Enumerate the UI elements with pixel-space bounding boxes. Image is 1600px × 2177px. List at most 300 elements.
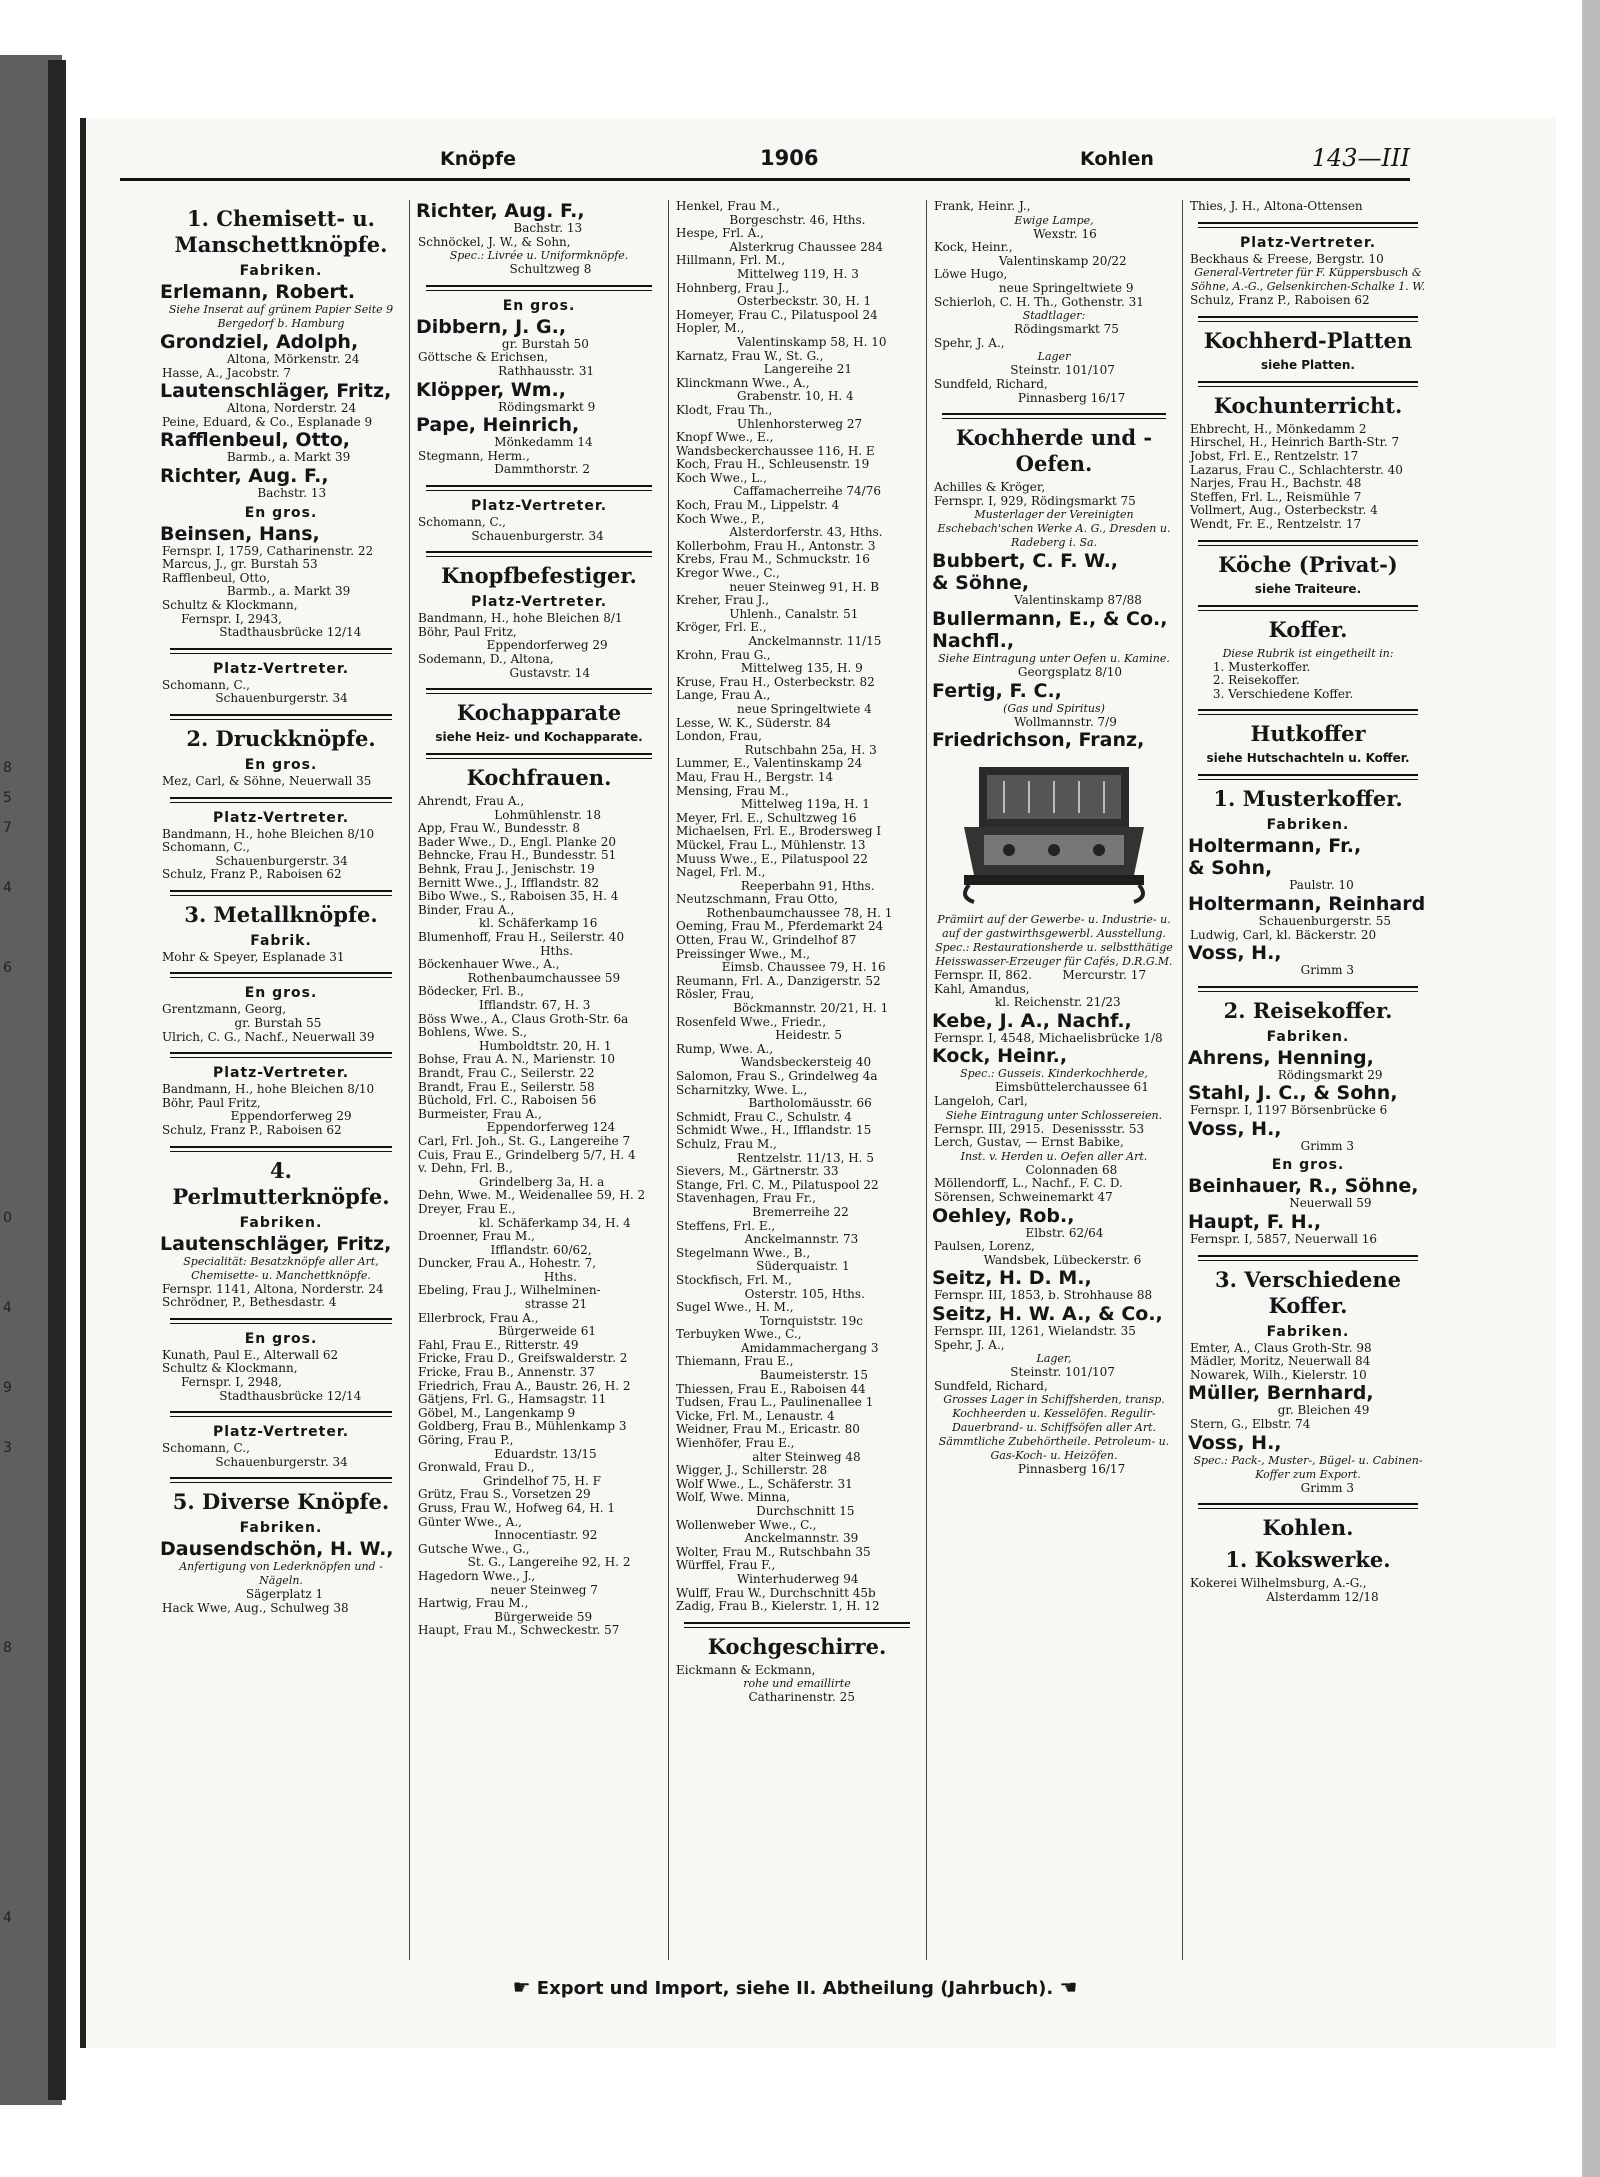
section-divider [170, 1318, 392, 1324]
directory-entry: Sundfeld, Richard, [934, 1378, 1048, 1393]
subsection-heading: Platz-Vertreter. [212, 1065, 350, 1082]
directory-entry: Wandsbek, Lübeckerstr. 6 [934, 1252, 1142, 1267]
subsection-heading: Platz-Vertreter. [212, 809, 350, 826]
directory-entry: Wollenweber Wwe., C., [676, 1517, 817, 1532]
section-divider [170, 972, 392, 978]
directory-entry: Dreyer, Frau E., [418, 1201, 516, 1216]
directory-entry: Wexstr. 16 [934, 226, 1097, 241]
directory-entry: Bandmann, H., hohe Bleichen 8/10 [162, 826, 375, 841]
directory-entry: Koch, Frau M., Lippelstr. 4 [676, 498, 840, 513]
directory-entry: Böss Wwe., A., Claus Groth-Str. 6a [418, 1011, 629, 1026]
directory-entry: Zadig, Frau B., Kielerstr. 1, H. 12 [676, 1599, 880, 1614]
category-heading: 4. Perlmutterknöpfe. [172, 1157, 390, 1209]
directory-entry: Georgsplatz 8/10 [934, 664, 1122, 679]
section-divider [1198, 774, 1418, 780]
category-heading: Kochapparate [456, 700, 622, 726]
directory-entry: Grindelhof 75, H. F [418, 1473, 601, 1488]
directory-entry: Winterhuderweg 94 [676, 1571, 859, 1586]
directory-entry: Stadthausbrücke 12/14 [162, 625, 362, 640]
margin-mark: 8 [3, 1640, 12, 1656]
firm-name: Bubbert, C. F. W., [932, 550, 1119, 573]
directory-entry: Rutschbahn 25a, H. 3 [676, 742, 877, 757]
directory-entry: Wandsbeckerchaussee 116, H. E [676, 443, 875, 458]
directory-entry: Dehn, Wwe. M., Weidenallee 59, H. 2 [418, 1188, 646, 1203]
subsection-heading: Platz-Vertreter. [212, 1424, 350, 1441]
directory-entry: Droenner, Frau M., [418, 1229, 535, 1244]
category-heading: Hutkoffer [1250, 721, 1366, 747]
directory-entry: Alsterdorferstr. 43, Hths. [676, 525, 883, 540]
directory-entry: Anckelmannstr. 39 [676, 1531, 859, 1546]
directory-entry: Bohlens, Wwe. S., [418, 1025, 527, 1040]
directory-entry: Sievers, M., Gärtnerstr. 33 [676, 1164, 839, 1179]
directory-entry: Schomann, C., [162, 1441, 250, 1456]
entry-note: Ewige Lampe, [1014, 213, 1094, 227]
directory-entry: Grimm 3 [1190, 1480, 1354, 1495]
directory-entry: Pinnasberg 16/17 [934, 1462, 1126, 1477]
directory-entry: Schmidt, Frau C., Schulstr. 4 [676, 1109, 852, 1124]
directory-entry: Hasse, A., Jacobstr. 7 [162, 365, 292, 380]
directory-entry: Bohse, Frau A. N., Marienstr. 10 [418, 1052, 616, 1067]
directory-entry: Rosenfeld Wwe., Friedr., [676, 1014, 827, 1029]
directory-entry: Bandmann, H., hohe Bleichen 8/10 [162, 1082, 375, 1097]
directory-entry: Wigger, J., Schillerstr. 28 [676, 1463, 828, 1478]
directory-entry: Preissinger Wwe., M., [676, 946, 811, 961]
section-divider [170, 648, 392, 654]
directory-entry: Neutzschmann, Frau Otto, [676, 892, 838, 907]
directory-entry: Eickmann & Eckmann, [676, 1662, 816, 1677]
section-divider [426, 285, 652, 291]
directory-entry: Wolf, Wwe. Minna, [676, 1490, 791, 1505]
directory-entry: Wandsbeckersteig 40 [676, 1055, 872, 1070]
directory-entry: Tornquiststr. 19c [676, 1313, 863, 1328]
directory-entry: Wollmannstr. 7/9 [934, 714, 1117, 729]
category-heading: Kochherde und -Oefen. [955, 425, 1153, 477]
cross-reference: siehe Traiteure. [1254, 581, 1362, 596]
directory-entry: Fernspr. I, 1759, Catharinenstr. 22 [162, 543, 374, 558]
directory-entry: Steinstr. 101/107 [934, 363, 1115, 378]
directory-entry: Schomann, C., [162, 677, 250, 692]
directory-entry: Göring, Frau P., [418, 1433, 514, 1447]
directory-entry: Fernspr. I, 5857, Neuerwall 16 [1190, 1232, 1378, 1247]
category-heading: 1. Kokswerke. [1225, 1547, 1391, 1573]
directory-entry: Thiemann, Frau E., [676, 1354, 794, 1369]
directory-entry: Grentzmann, Georg, [162, 1002, 287, 1017]
directory-entry: Oeming, Frau M., Pferdemarkt 24 [676, 919, 884, 934]
directory-entry: Homeyer, Frau C., Pilatuspool 24 [676, 307, 878, 322]
section-divider [426, 688, 652, 694]
subsection-heading: En gros. [1271, 1157, 1345, 1174]
section-divider [1198, 540, 1418, 546]
directory-entry: Osterstr. 105, Hths. [676, 1286, 865, 1301]
directory-entry: kl. Schäferkamp 34, H. 4 [418, 1215, 631, 1230]
directory-entry: St. G., Langereihe 92, H. 2 [418, 1555, 631, 1570]
directory-entry: Eduardstr. 13/15 [418, 1446, 597, 1461]
directory-entry: Hohnberg, Frau J., [676, 280, 790, 295]
directory-entry: Rafflenbeul, Otto, [162, 570, 271, 585]
directory-entry: Fernspr. 1141, Altona, Norderstr. 24 [162, 1281, 384, 1296]
directory-entry: Lange, Frau A., [676, 688, 771, 703]
directory-entry: neuer Steinweg 7 [418, 1582, 598, 1597]
directory-entry: Mez, Carl, & Söhne, Neuerwall 35 [162, 773, 372, 788]
section-divider [426, 753, 652, 759]
directory-entry: Weidner, Frau M., Ericastr. 80 [676, 1422, 860, 1437]
subsection-heading: Platz-Vertreter. [1239, 234, 1377, 251]
subsection-heading: Fabriken. [239, 1520, 323, 1537]
directory-entry: Bernitt Wwe., J., Ifflandstr. 82 [418, 875, 600, 890]
directory-entry: Mau, Frau H., Bergstr. 14 [676, 769, 834, 784]
directory-entry: Gutsche Wwe., G., [418, 1541, 530, 1556]
directory-entry: Rödingsmarkt 9 [418, 399, 596, 414]
directory-entry: Karnatz, Frau W., St. G., [676, 348, 824, 363]
directory-entry: Schauenburgerstr. 34 [162, 853, 348, 868]
directory-entry: kl. Reichenstr. 21/23 [934, 995, 1121, 1010]
directory-entry: Muuss Wwe., E., Pilatuspool 22 [676, 851, 868, 866]
directory-entry: Hths. [418, 1269, 577, 1284]
firm-name: Seitz, H. W. A., & Co., [932, 1303, 1163, 1325]
subsection-heading: Platz-Vertreter. [470, 497, 608, 514]
directory-entry: Wendt, Fr. E., Rentzelstr. 17 [1190, 516, 1362, 531]
directory-entry: Fernspr. I, 929, Rödingsmarkt 75 [934, 493, 1136, 508]
directory-entry: Fernspr. III, 1261, Wielandstr. 35 [934, 1324, 1136, 1338]
directory-entry: Mohr & Speyer, Esplanade 31 [162, 949, 345, 964]
section-divider [942, 413, 1166, 419]
firm-name: Rafflenbeul, Otto, [160, 429, 351, 452]
directory-entry: Altona, Norderstr. 24 [162, 401, 357, 416]
subsection-heading: Platz-Vertreter. [470, 594, 608, 611]
entry-note: Grosses Lager in Schiffsherden, transp. Kochheerden u. Kesselöfen. Regulir-Dauerbrand- u. Schiffsöfen aller Art. Sämmtliche Zubehörtheile. Petroleum- u. Gas-Koch- u. Heizöfen. [938, 1393, 1170, 1463]
directory-entry: Beckhaus & Freese, Bergstr. 10 [1190, 251, 1384, 266]
firm-name: Beinsen, Hans, [160, 522, 320, 545]
directory-entry: Stockfisch, Frl. M., [676, 1272, 792, 1287]
firm-name: Beinhauer, R., Söhne, [1188, 1175, 1419, 1198]
entry-note: Siehe Eintragung unter Schlossereien. [945, 1108, 1163, 1122]
directory-entry: Gruss, Frau W., Hofweg 64, H. 1 [418, 1500, 616, 1515]
directory-entry: Göbel, M., Langenkamp 9 [418, 1405, 576, 1420]
directory-entry: Bachstr. 13 [418, 221, 583, 235]
section-divider [426, 551, 652, 557]
firm-name: Pape, Heinrich, [416, 414, 580, 437]
header-section-left: Knöpfe [440, 148, 517, 170]
pointing-hand-left-icon: ☛ [512, 1975, 531, 1999]
directory-entry: strasse 21 [418, 1297, 588, 1312]
directory-entry: Borgeschstr. 46, Hths. [676, 212, 866, 227]
directory-entry: Eppendorferweg 29 [162, 1109, 352, 1124]
directory-entry: Lohmühlenstr. 18 [418, 807, 602, 822]
entry-note: Lager [1037, 350, 1071, 364]
directory-entry: Friedrich, Frau A., Baustr. 26, H. 2 [418, 1378, 631, 1393]
directory-entry: Henkel, Frau M., [676, 200, 780, 213]
directory-entry: Nagel, Frl. M., [676, 865, 766, 880]
directory-entry: Schulz, Franz P., Raboisen 62 [1190, 293, 1370, 308]
directory-entry: Narjes, Frau H., Bachstr. 48 [1190, 476, 1362, 491]
directory-entry: Eimsb. Chaussee 79, H. 16 [676, 960, 886, 975]
directory-entry: Lummer, E., Valentinskamp 24 [676, 756, 863, 771]
directory-entry: Humboldtstr. 20, H. 1 [418, 1038, 612, 1053]
directory-entry: Löwe Hugo, [934, 267, 1008, 282]
directory-entry: Fernspr. I, 4548, Michaelisbrücke 1/8 [934, 1030, 1163, 1045]
section-divider [170, 1477, 392, 1483]
section-divider [426, 485, 652, 491]
firm-name: Haupt, F. H., [1188, 1211, 1322, 1234]
directory-entry: Knopf Wwe., E., [676, 430, 774, 445]
directory-entry: Bartholomäusstr. 66 [676, 1096, 872, 1111]
directory-entry: Hagedorn Wwe., J., [418, 1568, 536, 1583]
section-divider [170, 890, 392, 896]
directory-entry: Kregor Wwe., C., [676, 566, 780, 581]
category-heading: 1. Musterkoffer. [1213, 786, 1403, 812]
directory-entry: Grabenstr. 10, H. 4 [676, 389, 854, 404]
directory-entry: Brandt, Frau E., Seilerstr. 58 [418, 1079, 595, 1094]
directory-entry: Sörensen, Schweinemarkt 47 [934, 1190, 1113, 1205]
directory-entry: Heidestr. 5 [676, 1028, 843, 1043]
entry-note: Lager, [1036, 1352, 1072, 1366]
page-footer [320, 1975, 1270, 1999]
firm-name: & Söhne, [932, 572, 1030, 595]
directory-entry: Cuis, Frau E., Grindelberg 5/7, H. 4 [418, 1147, 636, 1162]
directory-entry: Wienhöfer, Frau E., [676, 1436, 795, 1451]
directory-entry: Lesse, W. K., Süderstr. 84 [676, 715, 832, 730]
directory-entry: Elbstr. 62/64 [934, 1225, 1104, 1240]
directory-entry: Stegelmann Wwe., B., [676, 1245, 811, 1260]
directory-entry: Schmidt Wwe., H., Ifflandstr. 15 [676, 1123, 872, 1138]
directory-entry: Ulrich, C. G., Nachf., Neuerwall 39 [162, 1029, 375, 1044]
directory-entry: Schultz & Klockmann, [162, 597, 298, 612]
entry-note: Prämiirt auf der Gewerbe- u. Industrie- u. auf der gastwirthsgewerbl. Ausstellung. Spec.: Restaurationsherde u. selbstthätige Heisswasser-Erzeuger für Cafés, D.R.G.M. [935, 913, 1173, 969]
directory-entry: gr. Bleichen 49 [1190, 1403, 1370, 1418]
directory-entry: Burmeister, Frau A., [418, 1106, 542, 1121]
directory-entry: Schauenburgerstr. 34 [162, 1454, 348, 1469]
entry-note: Diese Rubrik ist eingetheilt in: [1222, 646, 1394, 660]
directory-entry: Schauenburgerstr. 55 [1190, 913, 1392, 928]
directory-entry: Schomann, C., [162, 840, 250, 855]
column-4 [932, 200, 1176, 1960]
directory-entry: Hack Wwe, Aug., Schulweg 38 [162, 1600, 349, 1615]
directory-entry: Duncker, Frau A., Hohestr. 7, [418, 1256, 597, 1271]
directory-entry: v. Dehn, Frl. B., [418, 1161, 513, 1176]
directory-entry: Steinstr. 101/107 [934, 1365, 1115, 1380]
directory-entry: Lerch, Gustav, — Ernst Babike, [934, 1135, 1124, 1150]
directory-entry: Grimm 3 [1190, 963, 1354, 978]
margin-mark: 8 [3, 760, 12, 776]
directory-entry: Terbuyken Wwe., C., [676, 1327, 802, 1342]
subsection-heading: Fabriken. [1266, 817, 1350, 834]
directory-entry: Kokerei Wilhelmsburg, A.-G., [1190, 1576, 1367, 1591]
directory-entry: Stern, G., Elbstr. 74 [1190, 1417, 1311, 1432]
directory-entry: Caffamacherreihe 74/76 [676, 484, 881, 499]
firm-name: Holtermann, Fr., [1188, 835, 1362, 858]
subsection-heading: Fabrik. [250, 932, 312, 949]
directory-entry: Alsterkrug Chaussee 284 [676, 239, 883, 254]
page-header [120, 144, 1410, 181]
directory-entry: Brandt, Frau C., Seilerstr. 22 [418, 1065, 595, 1080]
directory-entry: Paulstr. 10 [1190, 878, 1354, 893]
entry-note: Spec.: Gusseis. Kinderkochherde, [960, 1067, 1148, 1081]
directory-entry: Rentzelstr. 11/13, H. 5 [676, 1150, 874, 1165]
subsection-heading: En gros. [502, 297, 576, 314]
directory-entry: Schauenburgerstr. 34 [162, 691, 348, 706]
directory-entry: Goldberg, Frau B., Mühlenkamp 3 [418, 1419, 627, 1434]
column-5 [1188, 200, 1428, 1960]
directory-entry: gr. Burstah 50 [418, 336, 589, 351]
directory-entry: Uhlenh., Canalstr. 51 [676, 606, 859, 621]
directory-entry: kl. Schäferkamp 16 [418, 916, 598, 931]
directory-entry: App, Frau W., Bundesstr. 8 [418, 821, 580, 836]
directory-entry: Reeperbahn 91, Hths. [676, 878, 875, 893]
footer-note: Export und Import, siehe II. Abtheilung (Jahrbuch). [536, 1978, 1054, 1999]
directory-entry: Stange, Frl. C. M., Pilatuspool 22 [676, 1177, 879, 1192]
directory-entry: Peine, Eduard, & Co., Esplanade 9 [162, 414, 373, 429]
directory-entry: Schultzweg 8 [418, 262, 592, 277]
category-heading: Koffer. [1268, 616, 1348, 642]
directory-entry: Mädler, Moritz, Neuerwall 84 [1190, 1354, 1371, 1369]
directory-entry: Behncke, Frau H., Bundesstr. 51 [418, 848, 617, 863]
directory-entry: Fernspr. I, 1197 Börsenbrücke 6 [1190, 1103, 1388, 1118]
directory-entry: Krohn, Frau G., [676, 647, 771, 662]
directory-entry: Barmb., a. Markt 39 [162, 584, 351, 599]
directory-entry: Sundfeld, Richard, [934, 376, 1048, 391]
margin-mark: 4 [3, 1300, 12, 1316]
firm-name: Lautenschläger, Fritz, [160, 1232, 392, 1255]
directory-entry: Böhr, Paul Fritz, [418, 624, 517, 639]
directory-entry: Hillmann, Frl. M., [676, 253, 786, 268]
directory-entry: Ebeling, Frau J., Wilhelminen- [418, 1283, 601, 1298]
directory-entry: Bandmann, H., hohe Bleichen 8/1 [418, 611, 623, 626]
section-divider [1198, 709, 1418, 715]
directory-entry: Alsterdamm 12/18 [1190, 1589, 1379, 1604]
directory-entry: Grimm 3 [1190, 1138, 1354, 1153]
stove-illustration-icon [949, 757, 1159, 907]
subsection-heading: En gros. [244, 504, 318, 521]
firm-name: Erlemann, Robert. [160, 281, 356, 303]
directory-entry: Süderquaistr. 1 [676, 1259, 850, 1274]
firm-name: Friedrichson, Franz, [932, 729, 1145, 752]
margin-mark: 5 [3, 790, 12, 806]
firm-name: Müller, Bernhard, [1188, 1382, 1374, 1405]
directory-entry: Carl, Frl. Joh., St. G., Langereihe 7 [418, 1133, 631, 1148]
margin-mark: 7 [3, 820, 12, 836]
firm-name: Richter, Aug. F., [160, 464, 329, 487]
margin-mark: 4 [3, 880, 12, 896]
directory-entry: Stegmann, Herm., [418, 448, 530, 463]
section-divider [170, 1052, 392, 1058]
directory-entry: Schrödner, P., Bethesdastr. 4 [162, 1295, 337, 1310]
directory-entry: Salomon, Frau S., Grindelweg 4a [676, 1069, 878, 1083]
firm-name: Holtermann, Reinhard [1188, 892, 1426, 915]
directory-entry: Ludwig, Carl, kl. Bäckerstr. 20 [1190, 927, 1377, 942]
directory-entry: Mittelweg 119a, H. 1 [676, 797, 870, 812]
directory-entry: Barmb., a. Markt 39 [162, 450, 351, 465]
directory-entry: Bödecker, Frl. B., [418, 984, 524, 999]
directory-entry: Dammthorstr. 2 [418, 462, 591, 477]
directory-entry: Klinckmann Wwe., A., [676, 375, 810, 390]
directory-entry: Durchschnitt 15 [676, 1504, 855, 1518]
firm-name: Klöpper, Wm., [416, 378, 566, 401]
section-divider [170, 714, 392, 720]
entry-note: Siehe Inserat auf grünem Papier Seite 9 [168, 303, 394, 316]
directory-entry: Rödingsmarkt 75 [934, 322, 1119, 337]
directory-entry: Schulz, Franz P., Raboisen 62 [162, 1123, 342, 1138]
directory-entry: Gätjens, Frl. G., Hamsagstr. 11 [418, 1392, 607, 1407]
section-divider [170, 797, 392, 803]
directory-entry: Eppendorferweg 124 [418, 1120, 616, 1135]
directory-entry: Hirschel, H., Heinrich Barth-Str. 7 [1190, 435, 1400, 450]
entry-note: Inst. v. Herden u. Oefen aller Art. [960, 1149, 1148, 1163]
directory-entry: Anckelmannstr. 11/15 [676, 634, 882, 648]
section-divider [1198, 381, 1418, 387]
header-year: 1906 [760, 146, 819, 170]
directory-entry: Innocentiastr. 92 [418, 1528, 598, 1543]
scan-binding-shadow [48, 60, 66, 2100]
firm-name: Stahl, J. C., & Sohn, [1188, 1082, 1398, 1105]
category-heading: Kochfrauen. [466, 765, 612, 791]
directory-entry: Hths. [418, 943, 574, 958]
category-heading: 3. Verschiedene Koffer. [1215, 1266, 1401, 1318]
directory-entry: Günter Wwe., A., [418, 1514, 522, 1529]
directory-entry: alter Steinweg 48 [676, 1449, 861, 1464]
directory-entry: Paulsen, Lorenz, [934, 1239, 1035, 1254]
directory-entry: Nowarek, Wilh., Kielerstr. 10 [1190, 1367, 1367, 1382]
column-1 [160, 200, 402, 1960]
subsection-heading: Platz-Vertreter. [212, 660, 350, 677]
firm-name: Dausendschön, H. W., [160, 1538, 394, 1561]
cross-reference: siehe Platten. [1261, 357, 1355, 372]
directory-entry: Wolter, Frau M., Rutschbahn 35 [676, 1544, 871, 1559]
firm-name: Fertig, F. C., [932, 679, 1062, 702]
directory-entry: Langereihe 21 [676, 362, 852, 377]
category-heading: 1. Chemisett- u. Manschettknöpfe. [174, 206, 388, 257]
category-heading: Kochunterricht. [1213, 392, 1403, 418]
directory-entry: Kock, Heinr., [934, 240, 1013, 255]
directory-entry: Grindelberg 3a, H. a [418, 1174, 605, 1189]
directory-entry: 1. Musterkoffer. [1190, 659, 1311, 674]
directory-entry: Bürgerweide 61 [418, 1324, 596, 1339]
directory-entry: Catharinenstr. 25 [676, 1690, 855, 1705]
page-number: 143—III [1311, 144, 1410, 172]
directory-entry: Rösler, Frau, [676, 987, 755, 1002]
subsection-heading: Fabriken. [1266, 1323, 1350, 1340]
directory-entry: Marcus, J., gr. Burstah 53 [162, 557, 318, 572]
category-heading: 3. Metallknöpfe. [184, 901, 378, 927]
subsection-heading: Fabriken. [239, 1214, 323, 1231]
directory-entry: 2. Reisekoffer. [1190, 673, 1300, 688]
entry-note: Bergedorf b. Hamburg [217, 317, 345, 330]
margin-mark: 4 [3, 1910, 12, 1926]
firm-name: Dibbern, J. G., [416, 315, 567, 338]
directory-entry: Koch Wwe., L., [676, 470, 767, 485]
cross-reference: siehe Hutschachteln u. Koffer. [1206, 751, 1410, 766]
firm-name: Grondziel, Adolph, [160, 331, 359, 353]
directory-entry: Sodemann, D., Altona, [418, 651, 554, 666]
directory-entry: Spehr, J. A., [934, 1337, 1005, 1352]
directory-entry: Mönkedamm 14 [418, 435, 593, 450]
directory-entry: Haupt, Frau M., Schweckestr. 57 [418, 1623, 620, 1638]
directory-entry: Amidammachergang 3 [676, 1340, 879, 1355]
directory-entry: Meyer, Frl. E., Schultzweg 16 [676, 810, 857, 825]
directory-entry: Würffel, Frau F., [676, 1558, 776, 1573]
directory-entry: Rothenbaumchaussee 59 [418, 970, 621, 985]
directory-entry: Fernspr. I, 2943, [162, 611, 282, 626]
directory-entry: Blumenhoff, Frau H., Seilerstr. 40 [418, 930, 625, 945]
directory-entry: Rathhausstr. 31 [418, 363, 595, 378]
directory-entry: Thiessen, Frau E., Raboisen 44 [676, 1381, 866, 1396]
cross-reference: siehe Heiz- und Kochapparate. [435, 730, 643, 745]
directory-entry: Möllendorff, L., Nachf., F. C. D. [934, 1176, 1123, 1191]
margin-mark: 6 [3, 960, 12, 976]
directory-entry: Fernspr. III, 2915. Desenissstr. 53 [934, 1121, 1145, 1136]
category-heading: Knopfbefestiger. [441, 563, 637, 589]
directory-entry: Rump, Wwe. A., [676, 1041, 774, 1056]
directory-entry: Hartwig, Frau M., [418, 1596, 529, 1611]
